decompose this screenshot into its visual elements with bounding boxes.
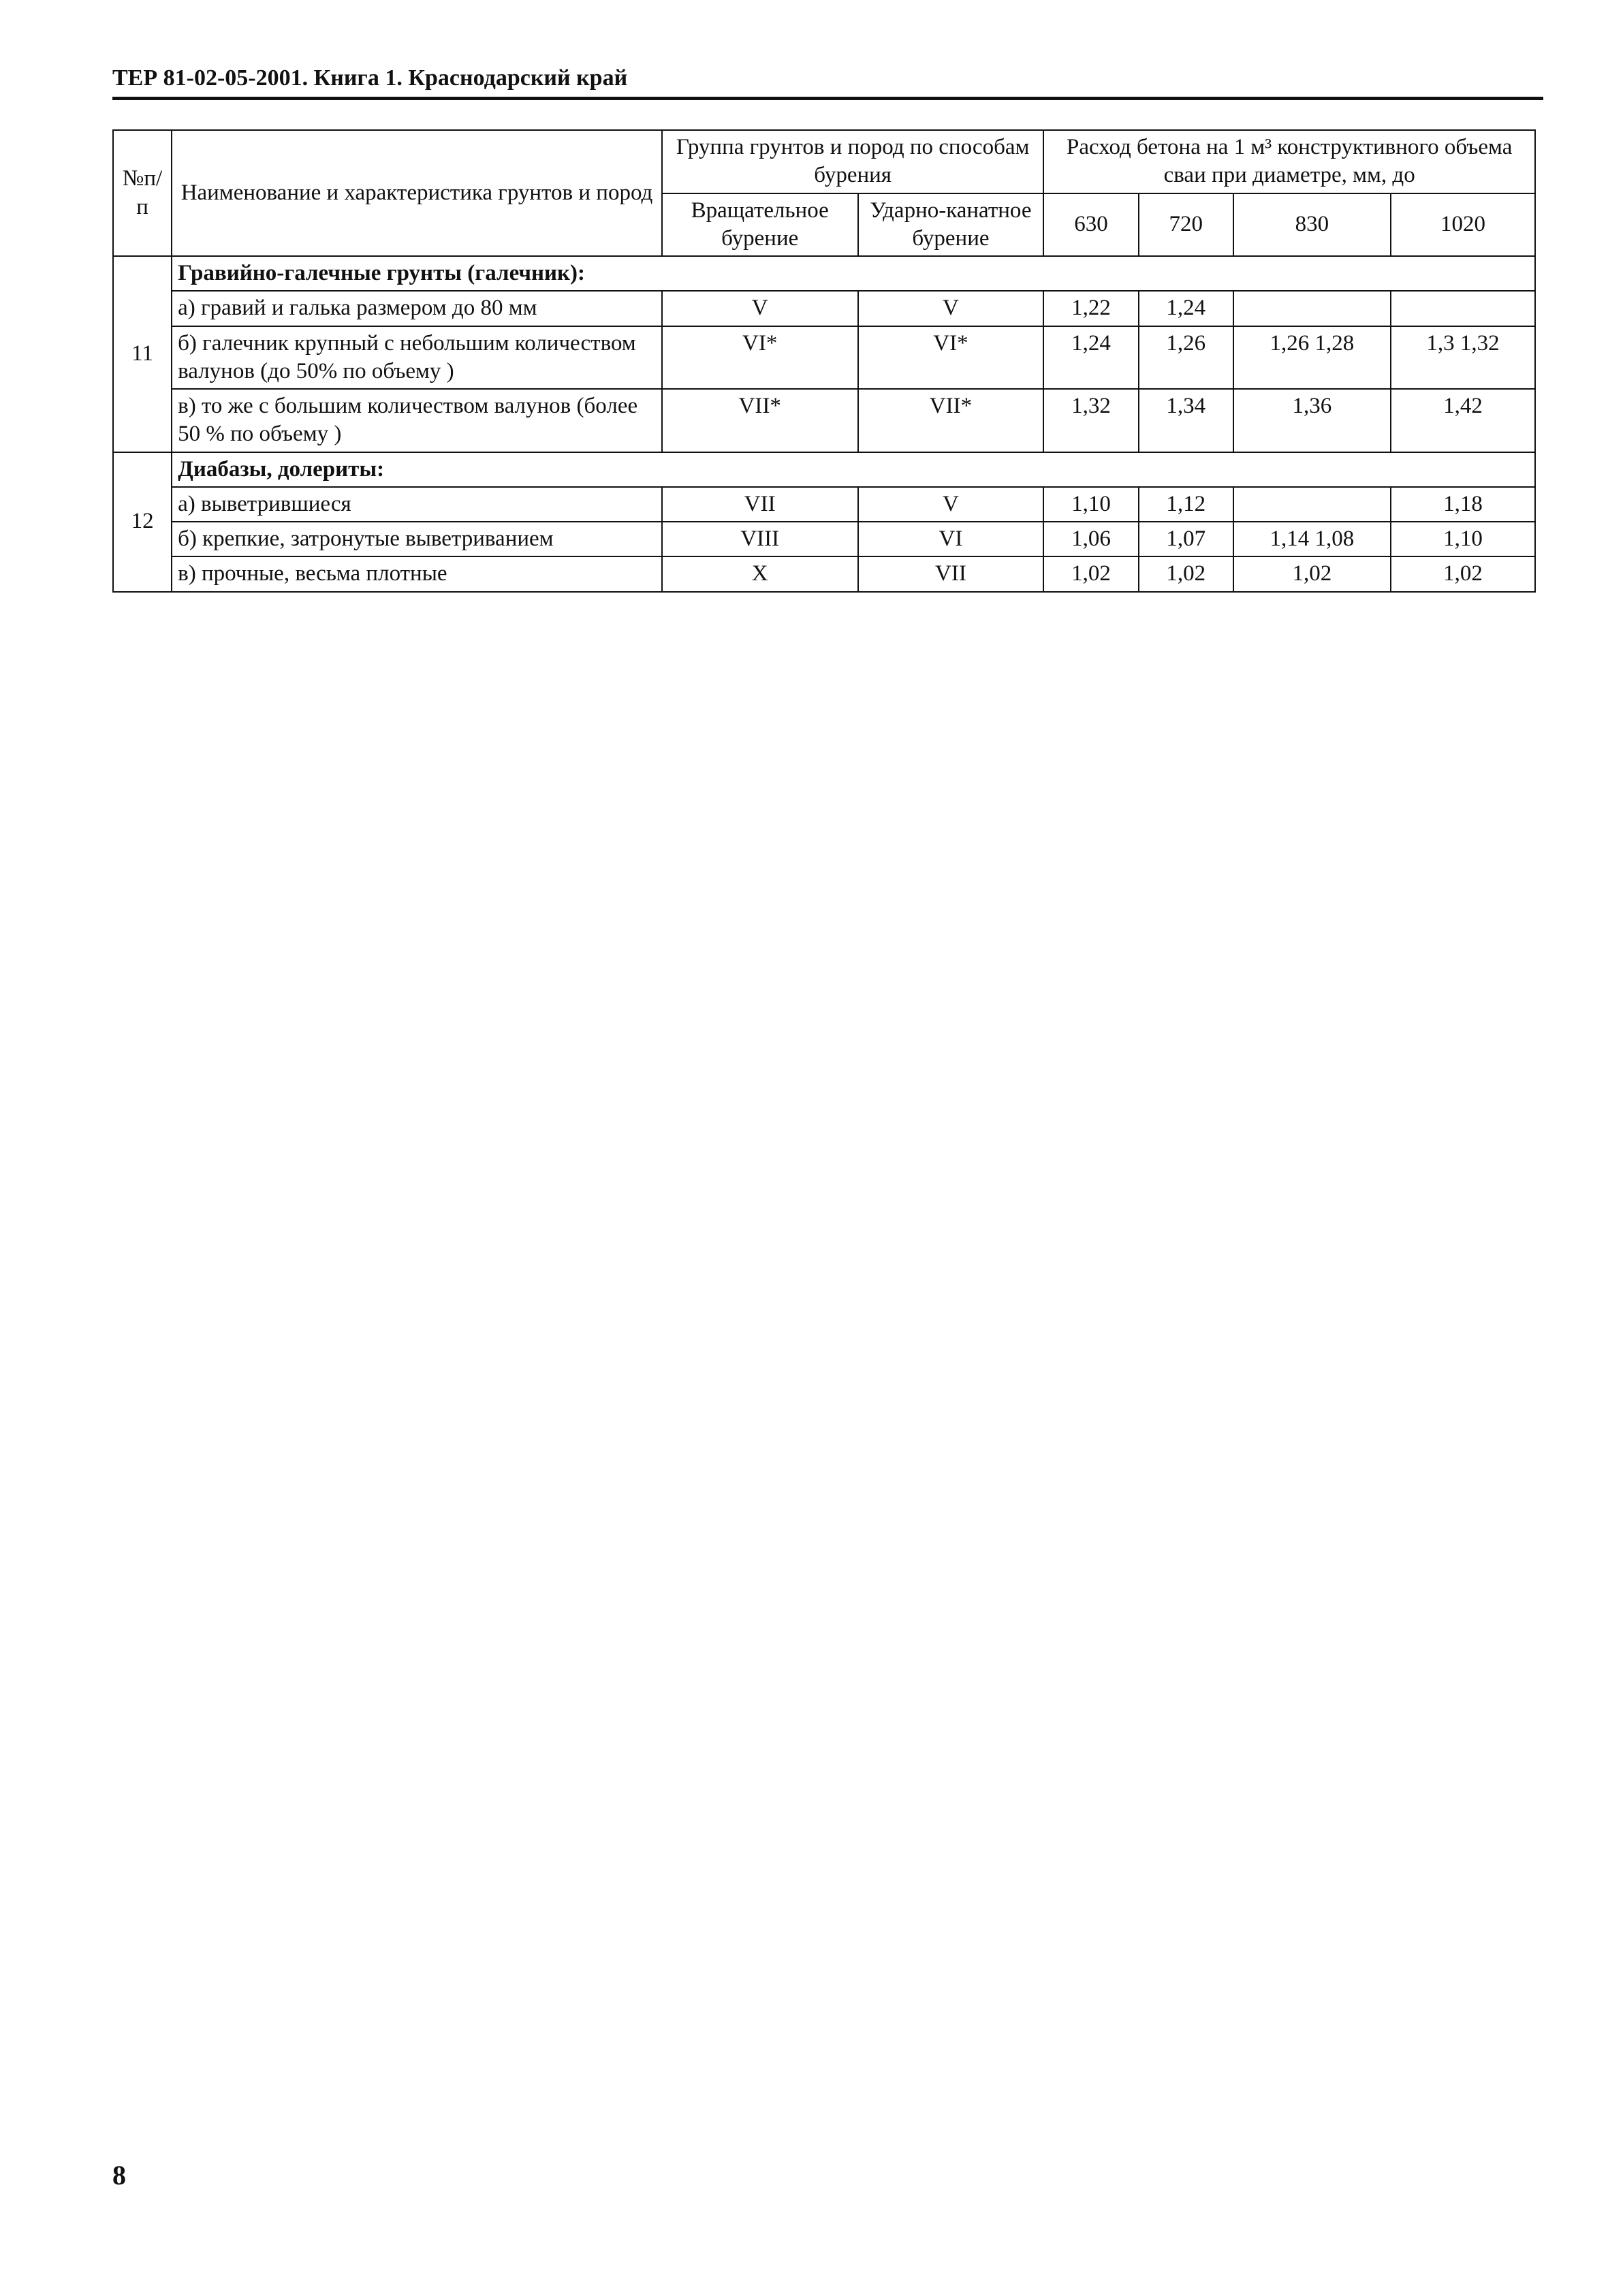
col-no: №п/п	[113, 130, 172, 256]
item-text: а) гравий и галька размером до 80 мм	[172, 291, 662, 326]
value-630: 1,24	[1043, 326, 1138, 390]
rotary-group: VII	[662, 487, 858, 522]
table-row	[113, 522, 1535, 556]
value-630: 1,06	[1043, 522, 1138, 556]
item-text: б) галечник крупный с небольшим количеством валунов (до 50% по объему )	[172, 326, 662, 390]
value-630: 1,32	[1043, 389, 1138, 452]
table-row	[113, 487, 1535, 522]
rotary-group: VIII	[662, 522, 858, 556]
percussion-group: VII*	[858, 389, 1044, 452]
rotary-group: VII*	[662, 389, 858, 452]
row-title: Диабазы, долериты:	[172, 452, 1535, 487]
value-720: 1,24	[1139, 291, 1233, 326]
col-720: 720	[1139, 193, 1233, 257]
value-1020	[1391, 291, 1535, 326]
percussion-group: VI*	[858, 326, 1044, 390]
value-630: 1,10	[1043, 487, 1138, 522]
value-830: 1,02	[1233, 556, 1391, 591]
col-consumption: Расход бетона на 1 м³ конструктивного объема сваи при диаметре, мм, до	[1043, 130, 1535, 193]
rotary-group: V	[662, 291, 858, 326]
col-630: 630	[1043, 193, 1138, 257]
rotary-group: X	[662, 556, 858, 591]
percussion-group: V	[858, 291, 1044, 326]
percussion-group: VII	[858, 556, 1044, 591]
value-830	[1233, 487, 1391, 522]
item-text: в) прочные, весьма плотные	[172, 556, 662, 591]
value-720: 1,26	[1139, 326, 1233, 390]
table-row	[113, 556, 1535, 591]
col-1020: 1020	[1391, 193, 1535, 257]
page-number: 8	[112, 2160, 126, 2190]
row-number: 12	[113, 452, 172, 592]
value-830: 1,36	[1233, 389, 1391, 452]
row-title: Гравийно-галечные грунты (галечник):	[172, 256, 1535, 291]
value-720: 1,07	[1139, 522, 1233, 556]
document-header: ТЕР 81-02-05-2001. Книга 1. Краснодарский край	[112, 65, 628, 91]
item-text: а) выветрившиеся	[172, 487, 662, 522]
percussion-group: VI	[858, 522, 1044, 556]
value-630: 1,22	[1043, 291, 1138, 326]
value-830: 1,26 1,28	[1233, 326, 1391, 390]
value-830: 1,14 1,08	[1233, 522, 1391, 556]
table-row	[113, 291, 1535, 326]
col-name: Наименование и характеристика грунтов и пород	[172, 130, 662, 256]
item-text: б) крепкие, затронутые выветриванием	[172, 522, 662, 556]
value-1020: 1,18	[1391, 487, 1535, 522]
header-rule	[112, 97, 1543, 100]
col-group: Группа грунтов и пород по способам бурения	[662, 130, 1044, 193]
row-number: 11	[113, 256, 172, 452]
table-row	[113, 389, 1535, 452]
value-1020: 1,42	[1391, 389, 1535, 452]
table-row	[113, 326, 1535, 390]
value-630: 1,02	[1043, 556, 1138, 591]
item-text: в) то же с большим количеством валунов (более 50 % по объему )	[172, 389, 662, 452]
percussion-group: V	[858, 487, 1044, 522]
value-830	[1233, 291, 1391, 326]
col-percussion: Ударно-канатное бурение	[858, 193, 1044, 257]
soil-table	[112, 129, 1536, 593]
rotary-group: VI*	[662, 326, 858, 390]
table-row	[113, 452, 1535, 487]
col-rotary: Вращательное бурение	[662, 193, 858, 257]
col-830: 830	[1233, 193, 1391, 257]
value-1020: 1,3 1,32	[1391, 326, 1535, 390]
value-1020: 1,10	[1391, 522, 1535, 556]
value-1020: 1,02	[1391, 556, 1535, 591]
value-720: 1,12	[1139, 487, 1233, 522]
value-720: 1,02	[1139, 556, 1233, 591]
value-720: 1,34	[1139, 389, 1233, 452]
table-row	[113, 256, 1535, 291]
